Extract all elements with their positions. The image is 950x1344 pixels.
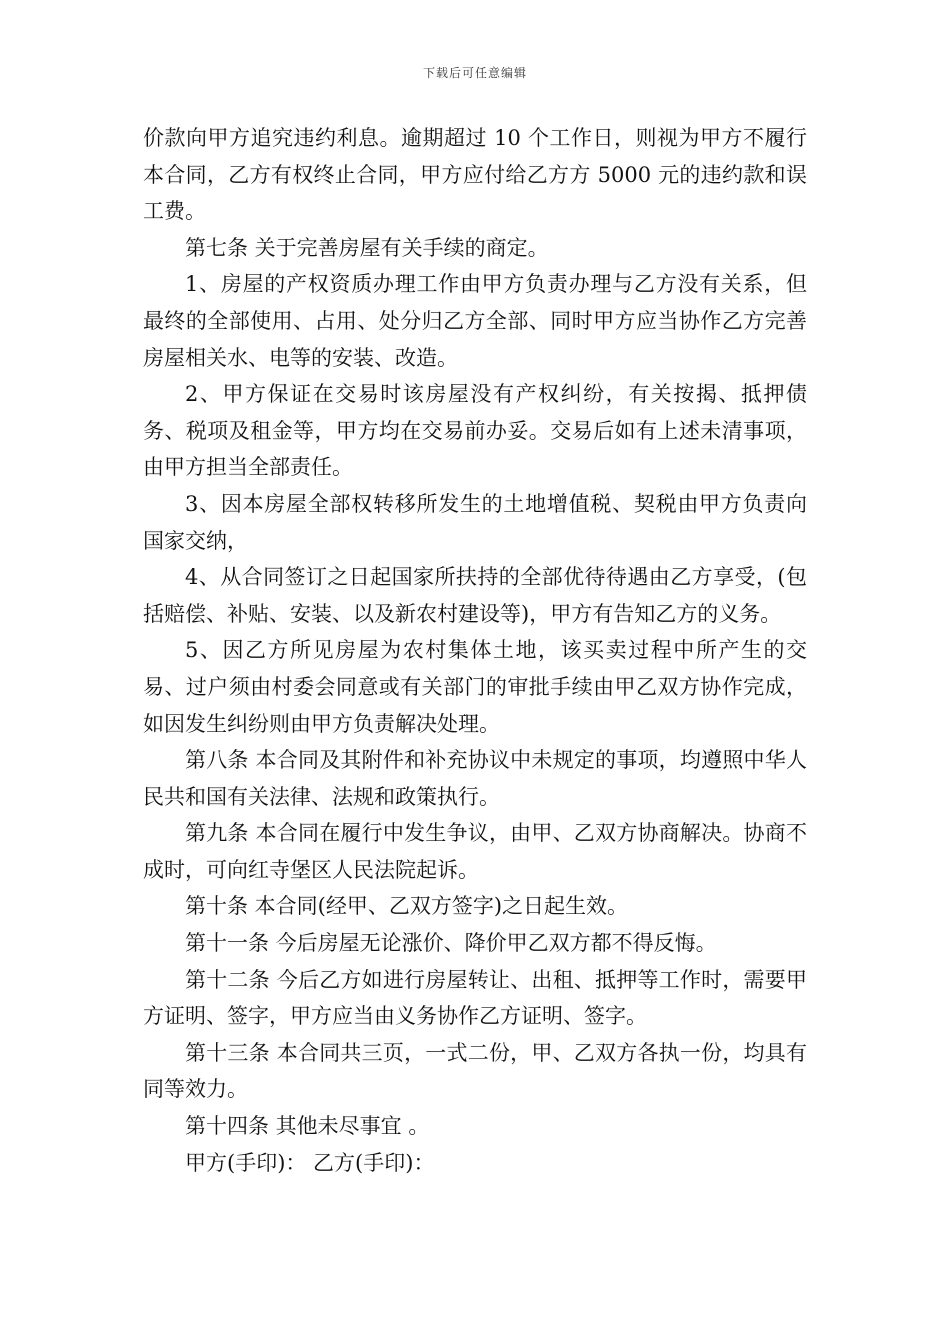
contract-body (143, 120, 807, 1181)
header-note: 下载后可任意编辑 (422, 66, 527, 80)
signature-line: 甲方(手印)： 乙方(手印)： (185, 1150, 435, 1175)
article-7-item-4: 4、从合同签订之日起国家所扶持的全部优待待遇由乙方享受，(包括赔偿、补贴、安装、以及新农村建设等)，甲方有告知乙方的义务。 (143, 565, 807, 626)
article-11: 第十一条 今后房屋无论涨价、降价甲乙双方都不得反悔。 (185, 931, 717, 956)
article-7-item-5: 5、因乙方所见房屋为农村集体土地，该买卖过程中所产生的交易、过户须由村委会同意或有关部门的审批手续由甲乙双方协作完成，如因发生纠纷则由甲方负责解决处理。 (143, 638, 807, 736)
article-9: 第九条 本合同在履行中发生争议，由甲、乙双方协商解决。协商不成时，可向红寺堡区人民法院起诉。 (143, 821, 807, 882)
article-10: 第十条 本合同(经甲、乙双方签字)之日起生效。 (185, 894, 629, 919)
article-12: 第十二条 今后乙方如进行房屋转让、出租、抵押等工作时，需要甲方证明、签字，甲方应当由义务协作乙方证明、签字。 (143, 967, 807, 1029)
paragraph-continuation: 价款向甲方追究违约利息。逾期超过 10 个工作日，则视为甲方不履行本合同，乙方有权终止合同，甲方应付给乙方方 5000 元的违约款和误工费。 (143, 126, 807, 224)
article-7-item-3: 3、因本房屋全部权转移所发生的土地增值税、契税由甲方负责向国家交纳， (143, 491, 807, 553)
article-13: 第十三条 本合同共三页，一式二份，甲、乙双方各执一份，均具有同等效力。 (143, 1040, 807, 1102)
article-7-heading: 第七条 关于完善房屋有关手续的商定。 (185, 235, 549, 260)
article-7-item-1: 1、房屋的产权资质办理工作由甲方负责办理与乙方没有关系，但最终的全部使用、占用、处分归乙方全部、同时甲方应当协作乙方完善房屋相关水、电等的安装、改造。 (143, 272, 807, 370)
article-7-item-2: 2、甲方保证在交易时该房屋没有产权纠纷，有关按揭、抵押债务、税项及租金等，甲方均在交易前办妥。交易后如有上述未清事项，由甲方担当全部责任。 (143, 382, 807, 480)
article-8: 第八条 本合同及其附件和补充协议中未规定的事项，均遵照中华人民共和国有关法律、法规和政策执行。 (143, 748, 807, 809)
article-14: 第十四条 其他未尽事宜 。 (185, 1114, 430, 1139)
